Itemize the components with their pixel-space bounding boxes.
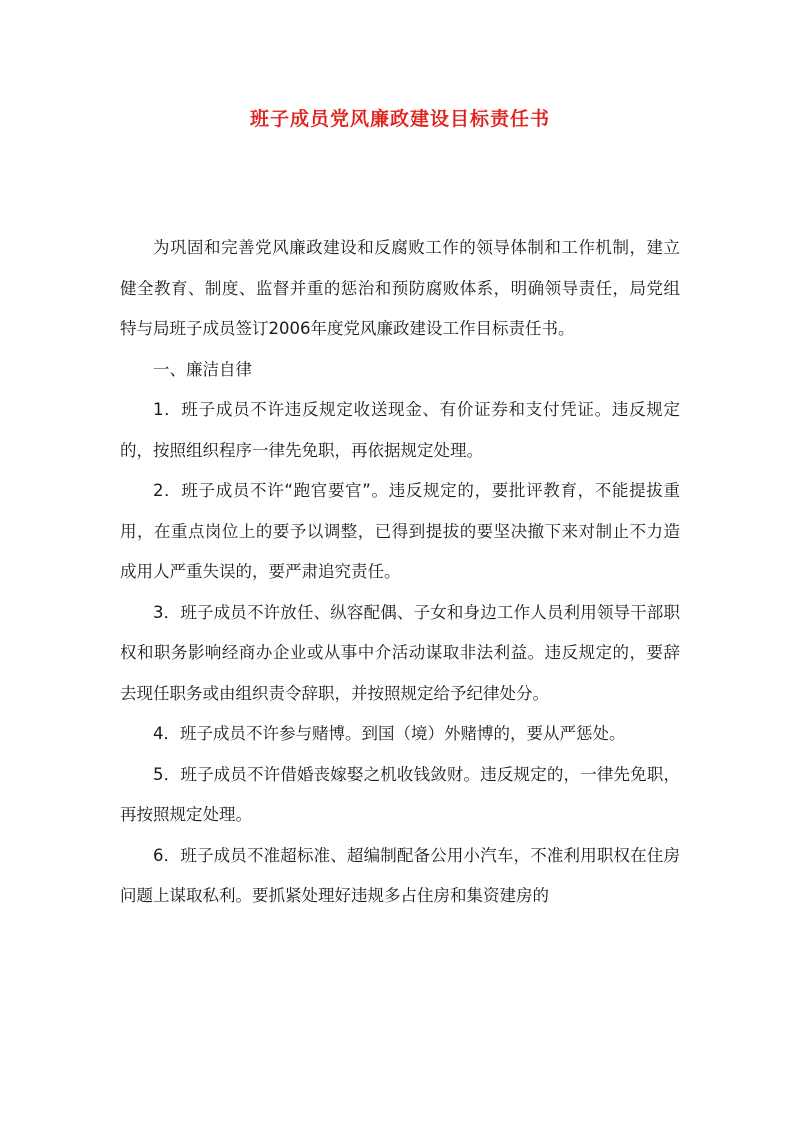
- list-item: 4．班子成员不许参与赌博。到国（境）外赌博的，要从严惩处。: [153, 724, 626, 743]
- list-item: 5．班子成员不许借婚丧嫁娶之机收钱敛财。违反规定的，一律先免职，再按照规定处理。: [120, 764, 680, 824]
- document-body: [120, 228, 680, 917]
- list-item: 3．班子成员不许放任、纵容配偶、子女和身边工作人员利用领导干部职权和职务影响经商办企业或从事中介活动谋取非法利益。违反规定的，要辞去现任职务或由组织责令辞职，并按照规定给予纪律处分。: [120, 602, 680, 703]
- list-item: 6．班子成员不准超标准、超编制配备公用小汽车，不准利用职权在住房问题上谋取私利。要抓紧处理好违规多占住房和集资建房的: [120, 845, 680, 905]
- list-item: 1．班子成员不许违反规定收送现金、有价证券和支付凭证。违反规定的，按照组织程序一律先免职，再依据规定处理。: [120, 400, 680, 460]
- document-title: 班子成员党风廉政建设目标责任书: [249, 108, 550, 130]
- section-heading: 一、廉洁自律: [153, 359, 252, 379]
- list-item: 2．班子成员不许“跑官要官”。违反规定的，要批评教育，不能提拔重用，在重点岗位上的要予以调整，已得到提拔的要坚决撤下来对制止不力造成用人严重失误的，要严肃追究责任。: [120, 481, 680, 581]
- intro-paragraph: 为巩固和完善党风廉政建设和反腐败工作的领导体制和工作机制，建立健全教育、制度、监督并重的惩治和预防腐败体系，明确领导责任，局党组特与局班子成员签订2006年度党风廉政建设工作目标责任书。: [120, 238, 680, 338]
